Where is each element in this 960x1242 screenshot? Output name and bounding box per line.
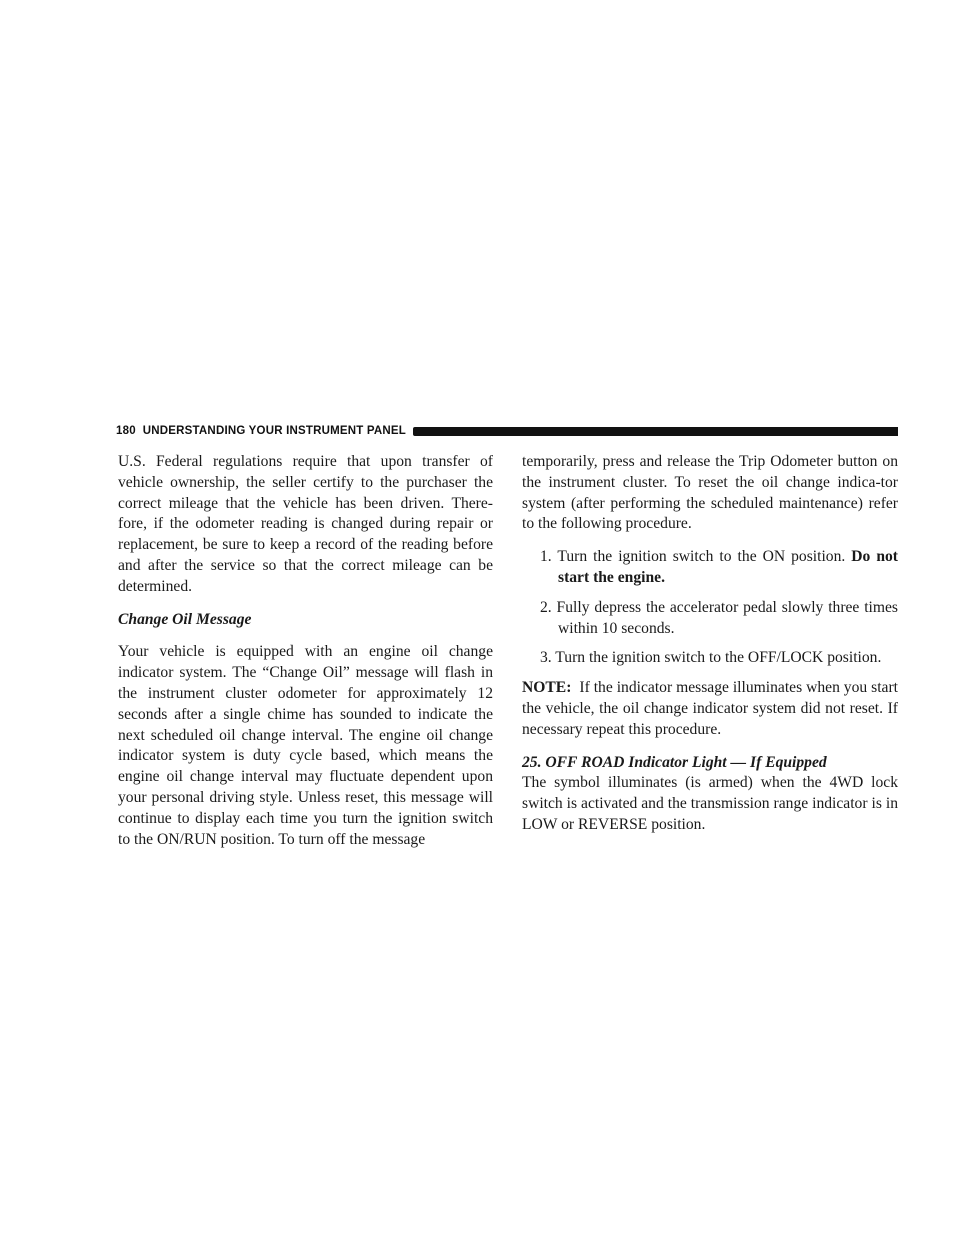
step-1-text: 1. Turn the ignition switch to the ON position. <box>540 548 846 566</box>
left-column <box>118 452 493 862</box>
step-2: 2. Fully depress the accelerator pedal slowly three times within 10 seconds. <box>540 598 898 637</box>
reset-intro-paragraph: temporarily, press and release the Trip Odometer button on the instrument cluster. To reset the oil change indica-tor system (after performing the scheduled maintenance) refer to the following procedure. <box>522 453 898 533</box>
step-3: 3. Turn the ignition switch to the OFF/LOCK position. <box>540 649 882 667</box>
note-label: NOTE: <box>522 679 572 697</box>
odometer-paragraph: U.S. Federal regulations require that upon transfer of vehicle ownership, the seller certify to the purchaser the correct mileage that the vehicle has been driven. There-fore, if the odometer reading is changed during repair or replacement, be sure to keep a record of the reading before and after the service so that the correct mileage can be determined. <box>118 453 493 595</box>
note-text: If the indicator message illuminates when you start the vehicle, the oil change indicator system did not reset. If necessary repeat this procedure. <box>522 679 898 738</box>
change-oil-paragraph: Your vehicle is equipped with an engine oil change indicator system. The “Change Oil” message will flash in the instrument cluster odometer for approximately 12 seconds after a single chime has sounded to indicate the next scheduled oil change interval. The engine oil change indicator system is duty cycle based, which means the engine oil change interval may fluctuate dependent upon your personal driving style. Unless reset, this message will continue to display each time you turn the ignition switch to the ON/RUN position. To turn off the message <box>118 643 493 848</box>
section-title: UNDERSTANDING YOUR INSTRUMENT PANEL <box>142 425 406 437</box>
page-number: 180 <box>116 425 136 437</box>
off-road-heading: 25. OFF ROAD Indicator Light — If Equipped <box>522 753 827 771</box>
off-road-paragraph: The symbol illuminates (is armed) when the 4WD lock switch is activated and the transmission range indicator is in LOW or REVERSE position. <box>522 774 898 833</box>
right-column <box>522 452 898 848</box>
change-oil-heading: Change Oil Message <box>118 610 252 628</box>
header-rule <box>413 427 898 436</box>
page-header <box>116 424 898 438</box>
step-1-warning: Do not start the engine. <box>558 548 898 586</box>
step-1 <box>540 547 898 589</box>
note-paragraph <box>522 678 898 740</box>
